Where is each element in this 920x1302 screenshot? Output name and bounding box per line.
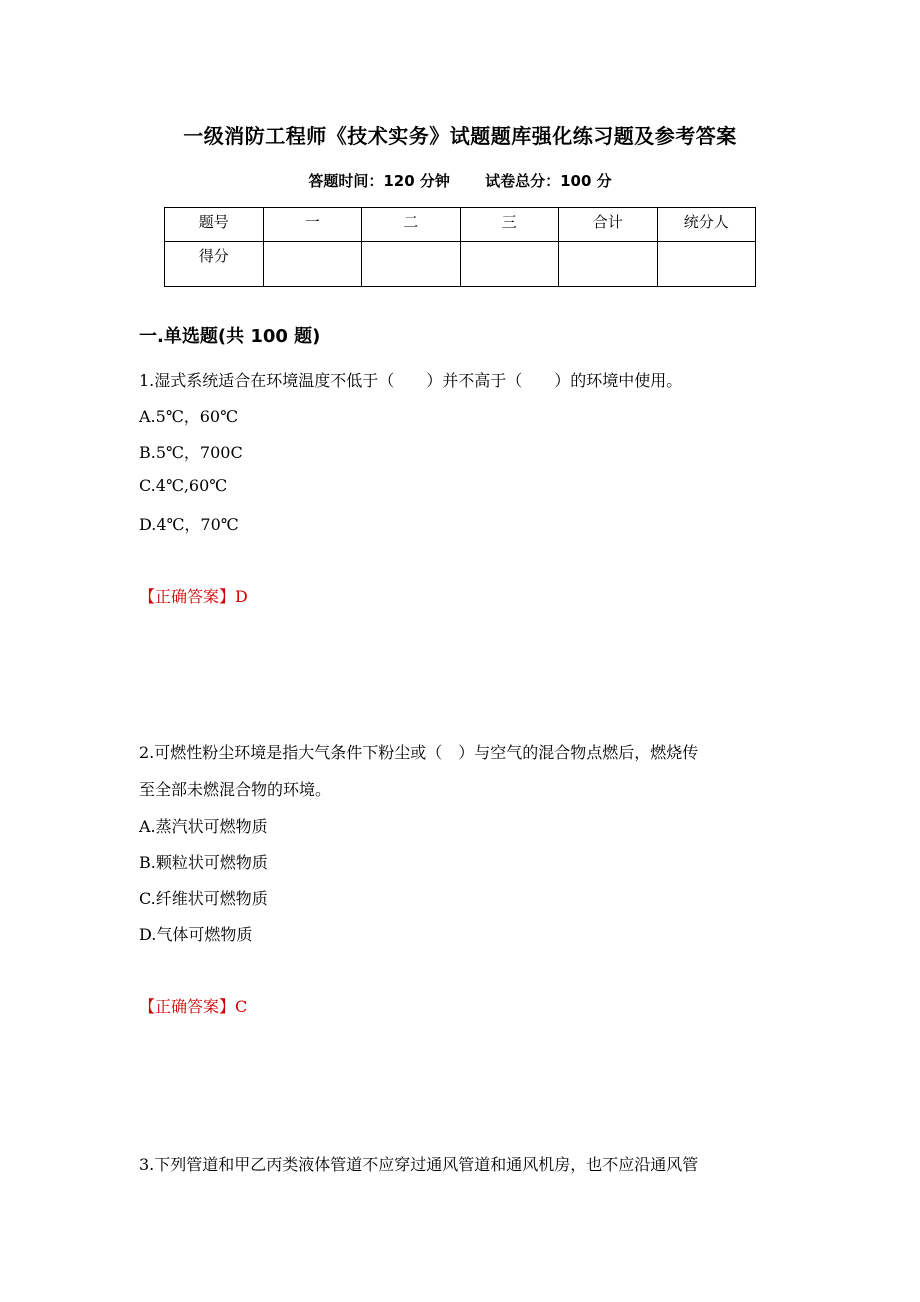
score-cell [657,242,756,287]
question-2-answer: 【正确答案】C [139,997,248,1016]
score-row-label: 得分 [165,242,264,287]
document-title: 一级消防工程师《技术实务》试题题库强化练习题及参考答案 [183,124,737,148]
question-1-answer: 【正确答案】D [139,587,248,606]
question-2-option-a: A.蒸汽状可燃物质 [139,817,268,836]
score-header-cell: 统分人 [657,208,756,242]
score-header-cell: 题号 [165,208,264,242]
section-title: 一.单选题(共 100 题) [139,326,321,347]
score-header-cell: 三 [460,208,559,242]
score-cell [263,242,362,287]
question-1-stem: 1.湿式系统适合在环境温度不低于（ ）并不高于（ ）的环境中使用。 [139,371,683,390]
question-2-option-b: B.颗粒状可燃物质 [139,853,268,872]
question-1-option-b: B.5℃，700C [139,443,243,462]
score-header-cell: 二 [362,208,461,242]
question-2-option-d: D.气体可燃物质 [139,925,253,944]
question-1-option-d: D.4℃，70℃ [139,515,239,534]
exam-time: 答题时间：120 分钟 [308,172,450,190]
score-header-cell: 一 [263,208,362,242]
question-3-stem-line-1: 3.下列管道和甲乙丙类液体管道不应穿过通风管道和通风机房，也不应沿通风管 [139,1155,699,1174]
question-2-option-c: C.纤维状可燃物质 [139,889,268,908]
exam-meta [0,170,920,191]
score-cell [460,242,559,287]
score-cell [362,242,461,287]
exam-total-score: 试卷总分：100 分 [485,172,612,190]
score-table-score-row [165,242,756,287]
score-table-header-row [165,208,756,242]
question-2-stem-line-2: 至全部未燃混合物的环境。 [139,780,332,799]
question-1-option-c: C.4℃,60℃ [139,476,228,495]
score-table [164,207,756,287]
question-2-stem-line-1: 2.可燃性粉尘环境是指大气条件下粉尘或（ ）与空气的混合物点燃后，燃烧传 [139,743,699,762]
score-header-cell: 合计 [559,208,658,242]
score-cell [559,242,658,287]
question-1-option-a: A.5℃，60℃ [139,407,238,426]
